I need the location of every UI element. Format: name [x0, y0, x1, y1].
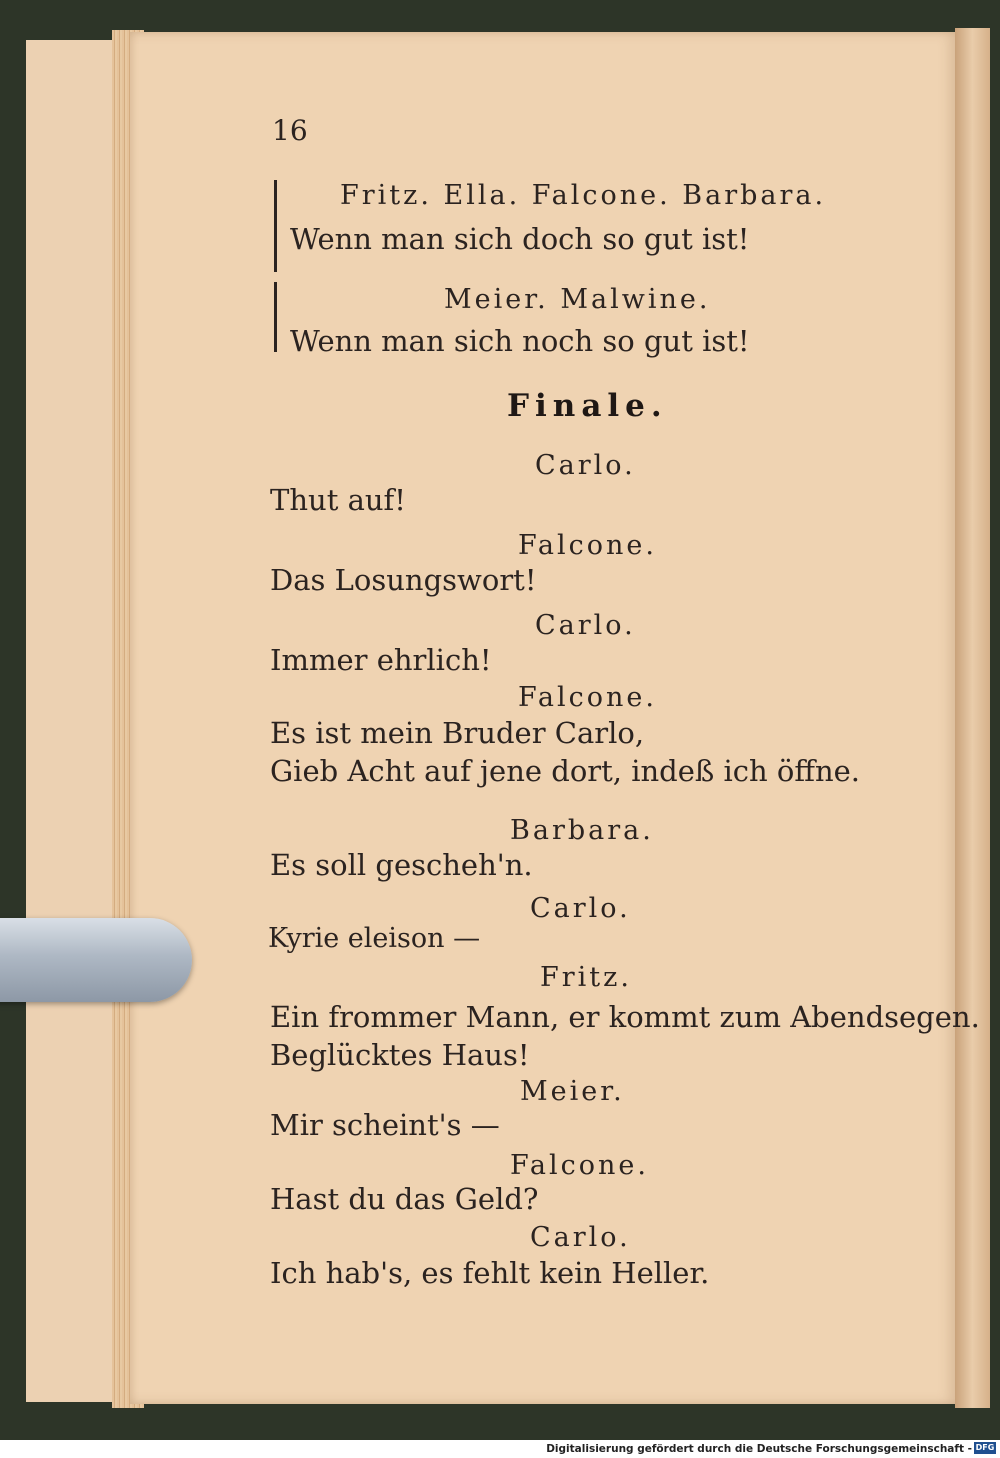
- speaker-label: Falcone.: [510, 1150, 649, 1181]
- speaker-label: Fritz.: [540, 962, 632, 993]
- speaker-label: Carlo.: [530, 893, 631, 924]
- speaker-label: Carlo.: [535, 450, 636, 481]
- speaker-label: Falcone.: [518, 682, 657, 713]
- dialogue-line: Mir scheint's —: [270, 1108, 500, 1142]
- speaker-label: Barbara.: [510, 815, 654, 846]
- speakers-heading-1: Fritz. Ella. Falcone. Barbara.: [340, 180, 827, 211]
- dialogue-line: Es soll gescheh'n.: [270, 848, 533, 882]
- page-clip: [0, 918, 192, 1002]
- bracket-line-2: [274, 282, 277, 352]
- dialogue-line: Ein frommer Mann, er kommt zum Abendsegen.: [270, 1000, 980, 1034]
- dialogue-line: Es ist mein Bruder Carlo,: [270, 716, 645, 750]
- dialogue-line: Hast du das Geld?: [270, 1182, 539, 1216]
- verse-line-2: Wenn man sich noch so gut ist!: [290, 324, 750, 358]
- bracket-line-1: [274, 180, 277, 272]
- section-title: Finale.: [507, 388, 668, 424]
- page-number: 16: [272, 114, 308, 147]
- speaker-label: Meier.: [520, 1076, 625, 1107]
- speaker-label: Falcone.: [518, 530, 657, 561]
- dialogue-line: Das Losungswort!: [270, 563, 537, 597]
- speakers-heading-2: Meier. Malwine.: [444, 284, 711, 315]
- dialogue-line: Beglücktes Haus!: [270, 1038, 530, 1072]
- speaker-label: Carlo.: [535, 610, 636, 641]
- dialogue-line: Ich hab's, es fehlt kein Heller.: [270, 1256, 710, 1290]
- dialogue-line: Thut auf!: [270, 483, 406, 517]
- footer-credit: Digitalisierung gefördert durch die Deutsche Forschungsgemeinschaft -: [546, 1443, 972, 1455]
- dialogue-line: Kyrie eleison —: [268, 923, 481, 954]
- speaker-label: Carlo.: [530, 1222, 631, 1253]
- verse-line-1: Wenn man sich doch so gut ist!: [290, 222, 750, 256]
- dfg-logo: DFG: [975, 1443, 995, 1452]
- dialogue-line: Gieb Acht auf jene dort, indeß ich öffne.: [270, 754, 861, 788]
- dialogue-line: Immer ehrlich!: [270, 643, 492, 677]
- book-right-edge: [955, 28, 990, 1408]
- book-left-edge: [26, 40, 126, 1402]
